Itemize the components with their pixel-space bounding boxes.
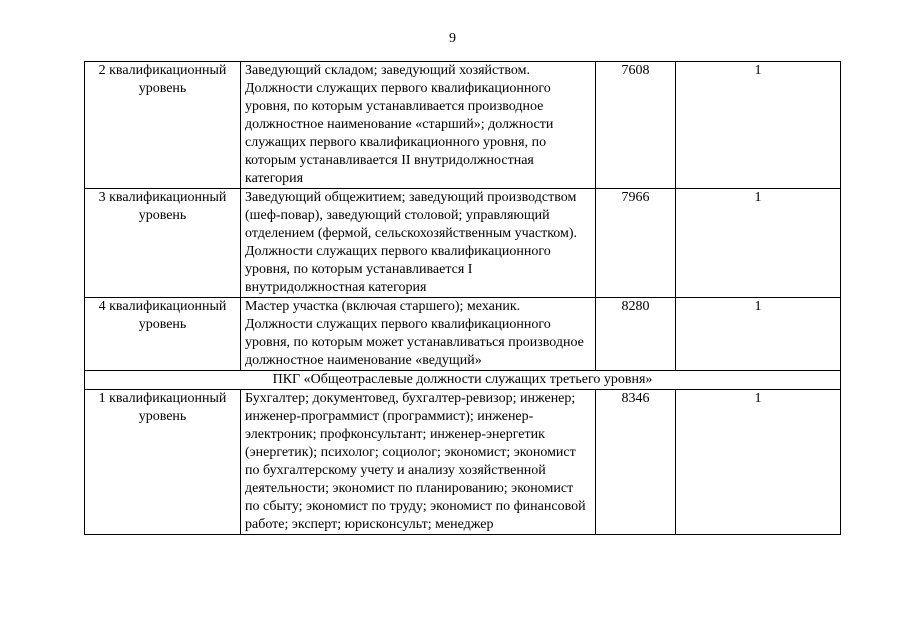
coefficient-value: 1 (676, 298, 841, 371)
coefficient-value: 1 (676, 390, 841, 535)
table-row (85, 189, 841, 298)
qualification-table (84, 61, 841, 535)
table-row (85, 390, 841, 535)
positions-description: Мастер участка (включая старшего); механик. Должности служащих первого квалификационного уровня, по которым может устанавливаться производное должностное наименование «ведущий» (241, 298, 596, 371)
coefficient-value: 1 (676, 189, 841, 298)
qualification-level: 1 квалификационный уровень (85, 390, 241, 535)
positions-description: Бухгалтер; документовед, бухгалтер-ревизор; инженер; инженер-программист (программист); инженер-электроник; профконсультант; инженер-энергетик (энергетик); психолог; социолог; экономист; экономист по бухгалтерскому учету и анализу хозяйственной деятельности; экономист по планированию; экономист по сбыту; экономист по труду; экономист по финансовой работе; эксперт; юрисконсульт; менеджер (241, 390, 596, 535)
salary-value: 8280 (596, 298, 676, 371)
table-row (85, 62, 841, 189)
table-row (85, 298, 841, 371)
salary-value: 7966 (596, 189, 676, 298)
page-number: 9 (449, 31, 456, 46)
coefficient-value: 1 (676, 62, 841, 189)
qualification-level: 2 квалификационный уровень (85, 62, 241, 189)
professional-group-header: ПКГ «Общеотраслевые должности служащих третьего уровня» (85, 371, 841, 390)
salary-value: 8346 (596, 390, 676, 535)
qualification-level: 4 квалификационный уровень (85, 298, 241, 371)
positions-description: Заведующий складом; заведующий хозяйством. Должности служащих первого квалификационного уровня, по которым устанавливается производное должностное наименование «старший»; должности служащих первого квалификационного уровня, по которым устанавливается II внутридолжностная категория (241, 62, 596, 189)
group-header-row (85, 371, 841, 390)
salary-value: 7608 (596, 62, 676, 189)
positions-description: Заведующий общежитием; заведующий производством (шеф-повар), заведующий столовой; управляющий отделением (фермой, сельскохозяйственным участком). Должности служащих первого квалификационного уровня, по которым устанавливается I внутридолжностная категория (241, 189, 596, 298)
qualification-level: 3 квалификационный уровень (85, 189, 241, 298)
